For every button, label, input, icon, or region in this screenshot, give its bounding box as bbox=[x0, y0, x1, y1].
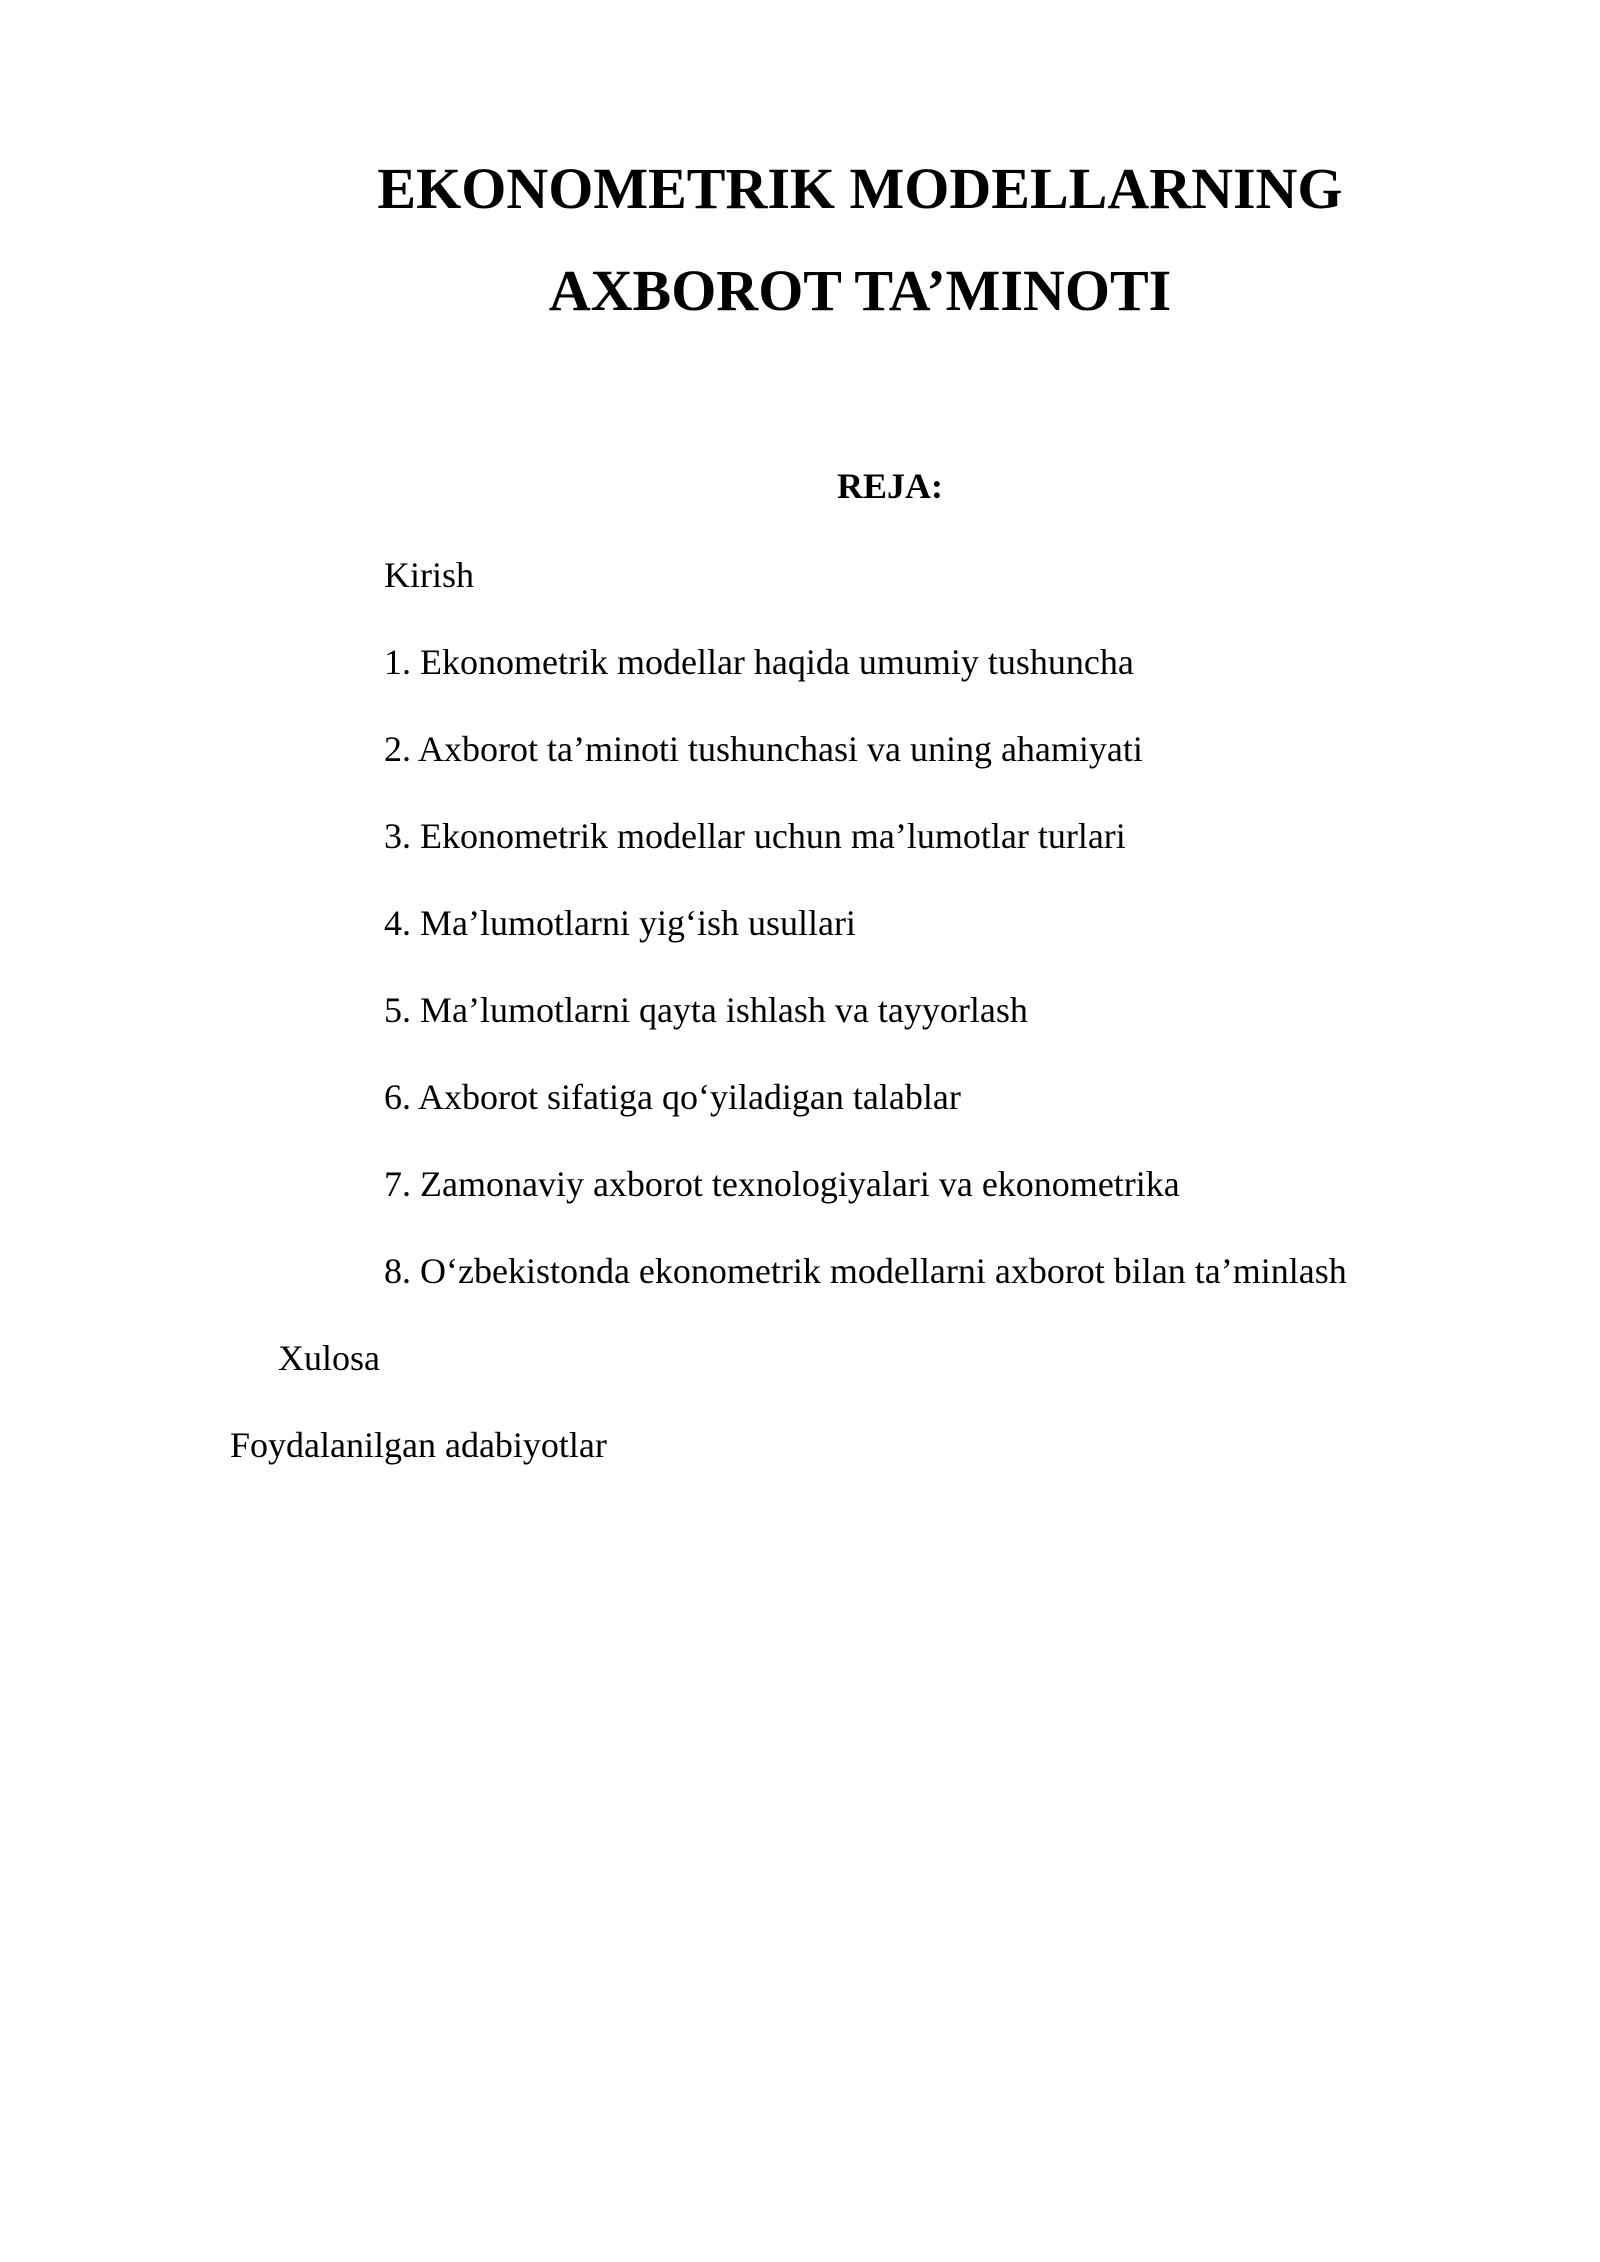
plan-item: 6. Axborot sifatiga qo‘yiladigan talablar bbox=[384, 1077, 961, 1117]
plan-item: 2. Axborot ta’minoti tushunchasi va uning ahamiyati bbox=[384, 729, 1143, 769]
plan-conclusion: Xulosa bbox=[278, 1338, 380, 1378]
plan-heading: REJA: bbox=[837, 466, 943, 506]
document-title-line-1: EKONOMETRIK MODELLARNING bbox=[377, 156, 1343, 221]
plan-item: 7. Zamonaviy axborot texnologiyalari va ekonometrika bbox=[384, 1164, 1180, 1204]
document-title-line-2: AXBOROT TA’MINOTI bbox=[548, 258, 1172, 323]
plan-references: Foydalanilgan adabiyotlar bbox=[230, 1425, 607, 1465]
plan-item: 8. O‘zbekistonda ekonometrik modellarni axborot bilan ta’minlash bbox=[384, 1251, 1347, 1291]
plan-intro: Kirish bbox=[384, 555, 474, 595]
plan-item: 1. Ekonometrik modellar haqida umumiy tushuncha bbox=[384, 642, 1134, 682]
plan-item: 5. Ma’lumotlarni qayta ishlash va tayyorlash bbox=[384, 990, 1028, 1030]
plan-item: 4. Ma’lumotlarni yig‘ish usullari bbox=[384, 903, 856, 943]
plan-item: 3. Ekonometrik modellar uchun ma’lumotlar turlari bbox=[384, 816, 1126, 856]
